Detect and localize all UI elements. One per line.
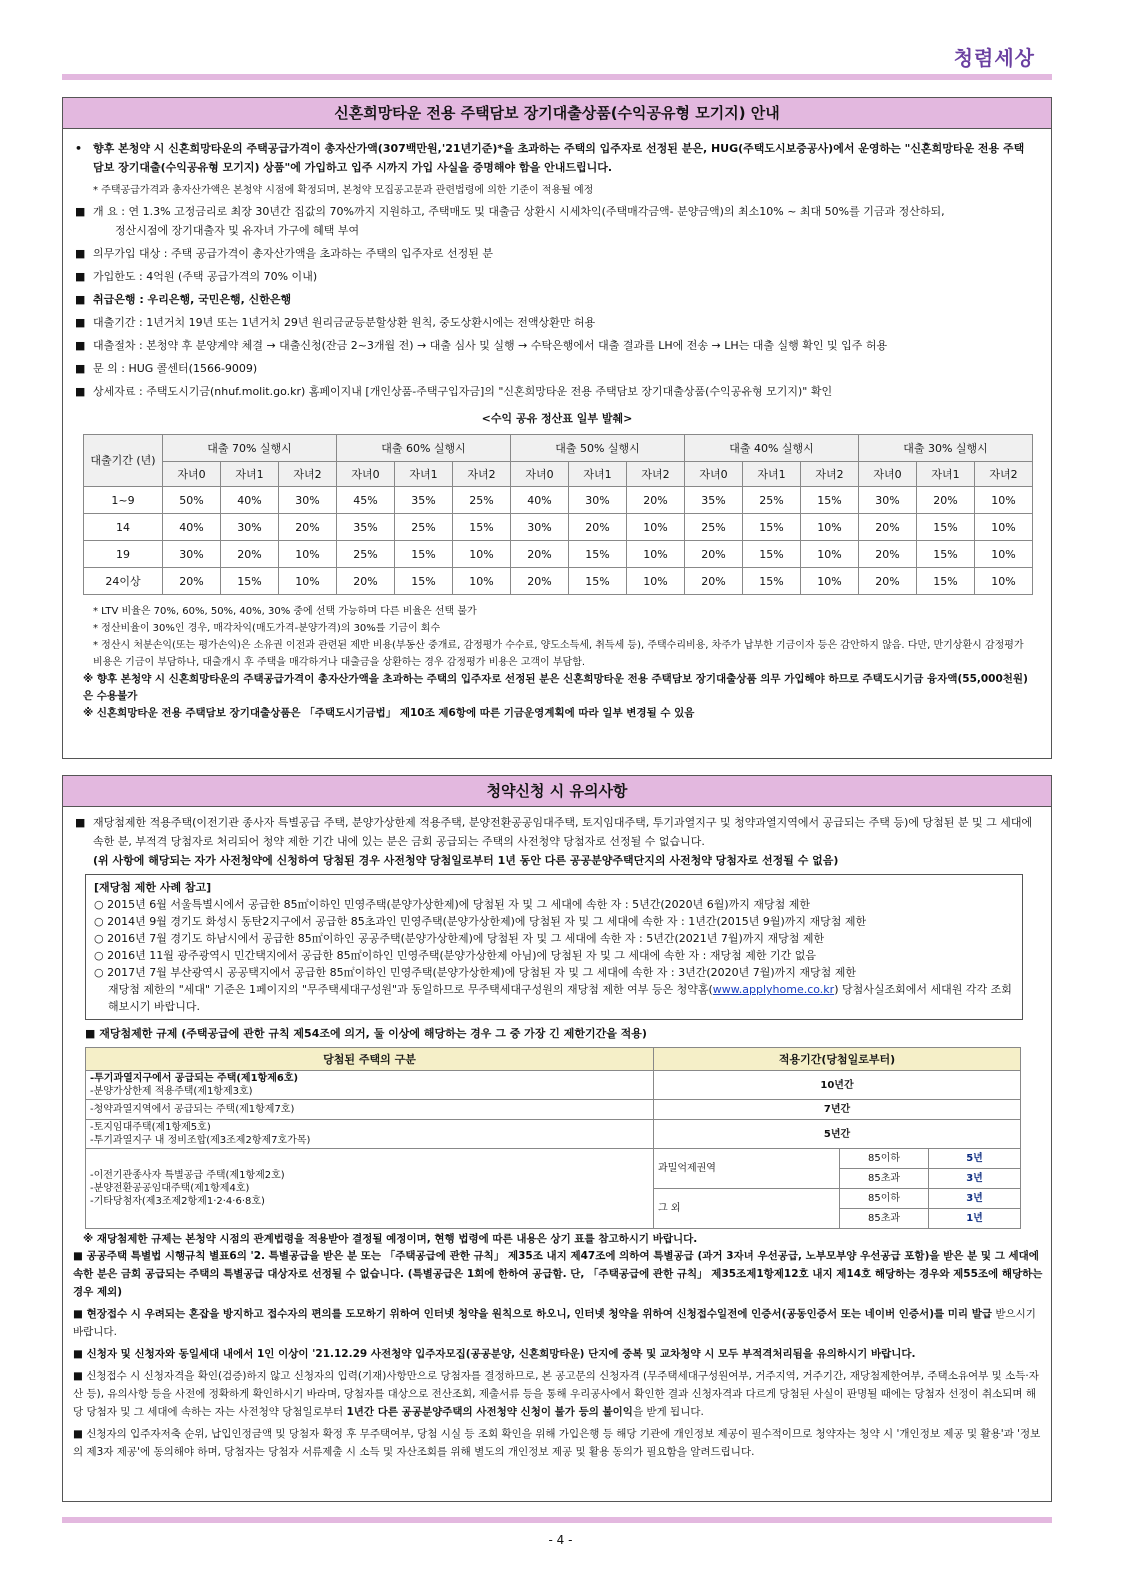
table-cell: 25% <box>453 487 511 514</box>
reg-size: 85이하 <box>840 1189 929 1209</box>
table-row <box>84 568 1033 595</box>
table-cell: 20% <box>221 541 279 568</box>
caution-p5: ■ 신청접수 시 신청자격을 확인(검증)하지 않고 신청자의 입력(기재)사항만으로 당첨자를 결정하므로, 본 공고문의 신청자격 (무주택세대구성원여부, 거주지역, 거주기간, 재당첨제한여부, 주택소유여부 및 소득·자산 등), 유의사항 등을 사전에 정확하게 확인하시기 바라며, 당첨자를 대상으로 전산조회, 제출서류 등을 통해 우리공사에서 확인한 결과 신청자격과 다르게 당첨된 사실이 판명될 때에는 당첨자 선정이 취소되며 해당 당첨자 및 그 세대에 속하는 자는 사전청약 당첨일로부터 1년간 다른 공공분양주택의 사전청약 신청이 불가 등의 불이익을 받게 됩니다. <box>73 1370 1039 1418</box>
table-cell: 15% <box>801 487 859 514</box>
caution-section <box>62 775 1052 1502</box>
table-rowhead: 대출기간 (년) <box>84 435 163 487</box>
reg-row-items: -토지임대주택(제1항제5호) -투기과열지구 내 정비조합(제3조제2항제7호가목) <box>86 1120 654 1149</box>
table-cell: 25% <box>685 514 743 541</box>
reg-row-items: -청약과열지역에서 공급되는 주택(제1항제7호) <box>86 1100 654 1120</box>
table-cell: 15% <box>395 568 453 595</box>
table-cell: 20% <box>917 487 975 514</box>
table-subhead: 자녀0 <box>685 462 743 487</box>
table-cell: 10% <box>975 541 1033 568</box>
table-row <box>84 487 1033 514</box>
reg-years: 1년 <box>929 1209 1021 1229</box>
table-cell: 10% <box>627 514 685 541</box>
table-cell: 15% <box>743 568 801 595</box>
table-cell: 15% <box>221 568 279 595</box>
profit-share-table <box>83 434 1033 595</box>
table-cell: 30% <box>221 514 279 541</box>
loan-item: ■ 문 의 : HUG 콜센터(1566-9009) <box>75 362 258 375</box>
caution-p1: ■ 재당첨제한 적용주택(이전기관 종사자 특별공급 주택, 분양가상한제 적용주택, 분양전환공공임대주택, 토지임대주택, 투기과열지구 및 청약과열지역에서 공급되는 주택 등)에 당첨된 분 및 그 세대에 속한 분, 부적격 당첨자로 처리되어 청약 제한 기간 내에 있는 분은 금회 공급되는 주택의 사전청약 당첨자로 선정될 수 없습니다. <box>75 816 1033 848</box>
caution-p4: ■ 신청자 및 신청자와 동일세대 내에서 1인 이상이 '21.12.29 사전청약 입주자모집(공공분양, 신혼희망타운) 단지에 중복 및 교차청약 시 모두 부적격처리됨을 유의하시기 바랍니다. <box>73 1348 916 1360</box>
bold-note: ※ 향후 본청약 시 신혼희망타운의 주택공급가격이 총자산가액을 초과하는 주택의 입주자로 선정된 분은 신혼희망타운 전용 주택담보 장기대출상품 의무 가입해야 하므로 주택도시기금 융자액(55,000천원)은 수용불가 <box>83 673 1028 702</box>
reg-size: 85초과 <box>840 1169 929 1189</box>
loan-item: ■ 가입한도 : 4억원 (주택 공급가격의 70% 이내) <box>75 270 318 283</box>
table-note: * 정산비율이 30%인 경우, 매각차익(매도가격-분양가격)의 30%를 기금이 회수 <box>93 623 441 634</box>
table-cell: 15% <box>917 514 975 541</box>
reg-area: 그 외 <box>654 1189 840 1229</box>
table-cell: 30% <box>511 514 569 541</box>
reg-years: 3년 <box>929 1169 1021 1189</box>
table-cell: 20% <box>569 514 627 541</box>
table-cell: 15% <box>743 541 801 568</box>
recase-item: ○ 2015년 6월 서울특별시에서 공급한 85㎡이하인 민영주택(분양가상한제)에 당첨된 자 및 그 세대에 속한 자 : 5년간(2020년 6월)까지 재당첨 제한 <box>94 898 811 911</box>
table-cell: 10% <box>975 568 1033 595</box>
table-cell: 20% <box>337 568 395 595</box>
table-cell: 20% <box>511 541 569 568</box>
page-number: - 4 - <box>548 1533 573 1547</box>
table-cell: 35% <box>685 487 743 514</box>
reg-size: 85초과 <box>840 1209 929 1229</box>
table-group: 대출 60% 실행시 <box>337 435 511 462</box>
table-cell: 15% <box>569 541 627 568</box>
recase-item: ○ 2016년 11월 광주광역시 민간택지에서 공급한 85㎡이하인 민영주택(분양가상한제 아님)에 당첨된 자 및 그 세대에 속한 자 : 재당첨 제한 기간 없음 <box>94 949 816 962</box>
loan-intro-note: * 주택공급가격과 총자산가액은 본청약 시점에 확정되며, 본청약 모집공고문과 관련법령에 의한 기준이 적용될 예정 <box>93 185 594 196</box>
loan-item: ■ 의무가입 대상 : 주택 공급가격이 총자산가액을 초과하는 주택의 입주자로 선정된 분 <box>75 247 493 260</box>
table-cell: 20% <box>627 487 685 514</box>
table-cell: 10% <box>801 568 859 595</box>
table-subhead: 자녀2 <box>627 462 685 487</box>
table-subhead: 자녀1 <box>221 462 279 487</box>
reg-years: 3년 <box>929 1189 1021 1209</box>
table-cell: 30% <box>859 487 917 514</box>
table-period-cell: 24이상 <box>84 568 163 595</box>
table-subhead: 자녀2 <box>279 462 337 487</box>
table-cell: 40% <box>511 487 569 514</box>
applyhome-link[interactable]: www.applyhome.co.kr <box>712 983 835 996</box>
table-cell: 10% <box>627 541 685 568</box>
table-cell: 15% <box>453 514 511 541</box>
table-subhead: 자녀0 <box>859 462 917 487</box>
table-cell: 30% <box>279 487 337 514</box>
table-subhead: 자녀2 <box>453 462 511 487</box>
table-cell: 15% <box>917 568 975 595</box>
loan-item: ■ 개 요 : 연 1.3% 고정금리로 최장 30년간 집값의 70%까지 지원하고, 주택매도 및 대출금 상환시 시세차익(주택매각금액- 분양금액)의 최소10% ~ 최대 50%를 기금과 정산하되, <box>75 205 945 218</box>
table-cell: 40% <box>221 487 279 514</box>
table-cell: 10% <box>627 568 685 595</box>
recase-item: ○ 2014년 9월 경기도 화성시 동탄2지구에서 공급한 85초과인 민영주택(분양가상한제)에 당첨된 자 및 그 세대에 속한 자 : 1년간(2015년 9월)까지 재당첨 제한 <box>94 915 867 928</box>
reg-years: 5년 <box>929 1149 1021 1169</box>
caution-p2: ■ 공공주택 특별법 시행규칙 별표6의 '2. 특별공급을 받은 분 또는 「주택공급에 관한 규칙」 제35조 내지 제47조에 의하여 특별공급 (과거 3자녀 우선공급, 노부모부양 우선공급 포함)을 받은 분 및 그 세대에 속한 분은 금회 공급되는 주택의 특별공급 대상자로 선정될 수 없습니다. (특별공급은 1회에 한하여 공급함. 단, 「주택공급에 관한 규칙」 제35조제1항제12호 내지 제14호 해당하는 경우와 제55조에 해당하는 경우 제외) <box>73 1250 1043 1298</box>
table-cell: 20% <box>163 568 221 595</box>
table-group: 대출 70% 실행시 <box>163 435 337 462</box>
table-cell: 10% <box>453 568 511 595</box>
table-period-cell: 1~9 <box>84 487 163 514</box>
caution-p3: ■ 현장접수 시 우려되는 혼잡을 방지하고 접수자의 편의를 도모하기 위하여 인터넷 청약을 원칙으로 하오니, 인터넷 청약을 위하여 신청접수일전에 인증서(공동인증서 또는 네이버 인증서)를 미리 발급 받으시기 바랍니다. <box>73 1308 1036 1338</box>
table-cell: 10% <box>975 514 1033 541</box>
reg-size: 85이하 <box>840 1149 929 1169</box>
table-note: * 정산시 처분손익(또는 평가손익)은 소유권 이전과 관련된 제반 비용(부동산 중개료, 감정평가 수수료, 양도소득세, 취득세 등), 주택수리비용, 차주가 납부한 기금이자 등은 감안하지 않음. 다만, 만기상환시 감정평가 비용은 기금이 부담하나, 대출개시 후 주택을 매각하거나 대출금을 상환하는 경우 감정평가 비용은 고객이 부담함. <box>93 640 1024 668</box>
table-period-cell: 14 <box>84 514 163 541</box>
reg-title: ■ 재당첨제한 규제 (주택공급에 관한 규칙 제54조에 의거, 둘 이상에 해당하는 경우 그 중 가장 긴 제한기간을 적용) <box>85 1027 647 1040</box>
table-cell: 10% <box>801 541 859 568</box>
table-cell: 20% <box>859 514 917 541</box>
table-subhead: 자녀1 <box>569 462 627 487</box>
reg-row-items: -투기과열지구에서 공급되는 주택(제1항제6호) -분양가상한제 적용주택(제1항제3호) <box>86 1071 654 1100</box>
table-cell: 15% <box>743 514 801 541</box>
table-subhead: 자녀1 <box>395 462 453 487</box>
table-cell: 30% <box>163 541 221 568</box>
table-cell: 15% <box>569 568 627 595</box>
table-note: * LTV 비율은 70%, 60%, 50%, 40%, 30% 중에 선택 가능하며 다른 비율은 선택 불가 <box>93 606 477 617</box>
bottom-divider <box>62 1517 1052 1523</box>
loan-section <box>62 97 1052 759</box>
table-cell: 20% <box>511 568 569 595</box>
reg-row-period: 7년간 <box>654 1100 1021 1120</box>
reg-table <box>85 1047 1021 1229</box>
table-cell: 20% <box>685 541 743 568</box>
table-subhead: 자녀2 <box>801 462 859 487</box>
table-subhead: 자녀0 <box>337 462 395 487</box>
loan-item-cont: 정산시점에 장기대출자 및 유자녀 가구에 혜택 부여 <box>115 224 360 237</box>
table-cell: 10% <box>975 487 1033 514</box>
loan-item: ■ 대출기간 : 1년거치 19년 또는 1년거치 29년 원리금균등분할상환 원칙, 중도상환시에는 전액상환만 허용 <box>75 316 596 329</box>
table-cell: 20% <box>685 568 743 595</box>
reg-row-period: 5년간 <box>654 1120 1021 1149</box>
loan-item: ■ 대출절차 : 본청약 후 분양계약 체결 → 대출신청(잔금 2~3개월 전) → 대출 심사 및 실행 → 수탁은행에서 대출 결과를 LH에 전송 → LH는 대출 실행 확인 및 입주 허용 <box>75 339 888 352</box>
table-cell: 40% <box>163 514 221 541</box>
loan-intro: • 향후 본청약 시 신혼희망타운의 주택공급가격이 총자산가액(307백만원,'21년기준)*을 초과하는 주택의 입주자로 선정된 분은, HUG(주택도시보증공사)에서 운영하는 "신혼희망타운 전용 주택담보 장기대출(수익공유형 모기지) 상품"에 가입하고 입주 시까지 가입 사실을 증명해야 함을 안내드립니다. <box>75 142 1025 174</box>
top-divider <box>62 74 1052 80</box>
table-cell: 20% <box>859 541 917 568</box>
caution-p6: ■ 신청자의 입주자저축 순위, 납입인정금액 및 당첨자 확정 후 무주택여부, 당첨 시실 등 조회 확인을 위해 가입은행 등 해당 기관에 개인정보 제공이 필수적이므로 청약자는 청약 시 '개인정보 제공 및 활용'과 '정보의 제3자 제공'에 동의해야 하며, 당첨자는 당첨자 서류제출 시 소득 및 자산조회를 위해 별도의 개인정보 제공 및 활용 동의가 필요함을 알려드립니다. <box>73 1428 1041 1458</box>
table-cell: 25% <box>743 487 801 514</box>
table-cell: 50% <box>163 487 221 514</box>
table-cell: 35% <box>395 487 453 514</box>
table-cell: 10% <box>453 541 511 568</box>
table-group: 대출 50% 실행시 <box>511 435 685 462</box>
table-cell: 10% <box>279 541 337 568</box>
table-subhead: 자녀1 <box>917 462 975 487</box>
table-period-cell: 19 <box>84 541 163 568</box>
reg-row-period: 10년간 <box>654 1071 1021 1100</box>
table-cell: 10% <box>279 568 337 595</box>
table-group: 대출 40% 실행시 <box>685 435 859 462</box>
table-subhead: 자녀0 <box>163 462 221 487</box>
table-cell: 25% <box>337 541 395 568</box>
reg-note: ※ 재당첨제한 규제는 본청약 시점의 관계법령을 적용받아 결정될 예정이며, 현행 법령에 따른 내용은 상기 표를 참고하시기 바랍니다. <box>83 1233 698 1245</box>
brand-logo: 청렴세상 <box>953 46 1035 70</box>
loan-item: ■ 취급은행 : 우리은행, 국민은행, 신한은행 <box>75 293 292 306</box>
table-subhead: 자녀2 <box>975 462 1033 487</box>
loan-section-title: 신혼희망타운 전용 주택담보 장기대출상품(수익공유형 모기지) 안내 <box>63 98 1051 129</box>
table-cell: 15% <box>917 541 975 568</box>
bold-note: ※ 신혼희망타운 전용 주택담보 장기대출상품은 「주택도시기금법」 제10조 제6항에 따른 기금운영계획에 따라 일부 변경될 수 있음 <box>83 707 695 719</box>
table-cell: 30% <box>569 487 627 514</box>
recase-item: ○ 2016년 7월 경기도 하남시에서 공급한 85㎡이하인 공공주택(분양가상한제)에 당첨된 자 및 그 세대에 속한 자 : 5년간(2021년 7월)까지 재당첨 제한 <box>94 932 825 945</box>
table-caption: <수익 공유 정산표 일부 발췌> <box>481 412 633 425</box>
reg-head: 당첨된 주택의 구분 <box>86 1048 654 1071</box>
recase-box <box>85 874 1023 1020</box>
table-cell: 10% <box>801 514 859 541</box>
caution-p1-bold: (위 사항에 해당되는 자가 사전청약에 신청하여 당첨된 경우 사전청약 당첨일로부터 1년 동안 다른 공공분양주택단지의 사전청약 당첨자로 선정될 수 없음) <box>93 854 839 867</box>
table-cell: 20% <box>859 568 917 595</box>
recase-note: 재당첨 제한의 "세대" 기준은 1페이지의 "무주택세대구성원"과 동일하므로 무주택세대구성원의 재당첨 제한 여부 등은 청약홈(www.applyhome.co.kr) 당첨사실조회에서 세대원 각각 조회해보시기 바랍니다. <box>108 983 1012 1013</box>
reg-row-items: -이전기관종사자 특별공급 주택(제1항제2호) -분양전환공공임대주택(제1항제4호) -기타당첨자(제3조제2항제1·2·4·6·8호) <box>86 1149 654 1229</box>
reg-head: 적용기간(당첨일로부터) <box>654 1048 1021 1071</box>
loan-item: ■ 상세자료 : 주택도시기금(nhuf.molit.go.kr) 홈페이지내 [개인상품-주택구입자금]의 "신혼희망타운 전용 주택담보 장기대출상품(수익공유형 모기지)" 확인 <box>75 385 833 398</box>
recase-title: [재당첨 제한 사례 참고] <box>94 881 212 894</box>
table-row <box>84 541 1033 568</box>
recase-item: ○ 2017년 7월 부산광역시 공공택지에서 공급한 85㎡이하인 민영주택(분양가상한제)에 당첨된 자 및 그 세대에 속한 자 : 3년간(2020년 7월)까지 재당첨 제한 <box>94 966 857 979</box>
table-cell: 15% <box>395 541 453 568</box>
caution-section-title: 청약신청 시 유의사항 <box>63 776 1051 807</box>
table-group: 대출 30% 실행시 <box>859 435 1033 462</box>
table-cell: 25% <box>395 514 453 541</box>
table-cell: 45% <box>337 487 395 514</box>
table-subhead: 자녀0 <box>511 462 569 487</box>
reg-area: 과밀억제권역 <box>654 1149 840 1189</box>
table-subhead: 자녀1 <box>743 462 801 487</box>
table-cell: 35% <box>337 514 395 541</box>
table-row <box>84 514 1033 541</box>
table-cell: 20% <box>279 514 337 541</box>
